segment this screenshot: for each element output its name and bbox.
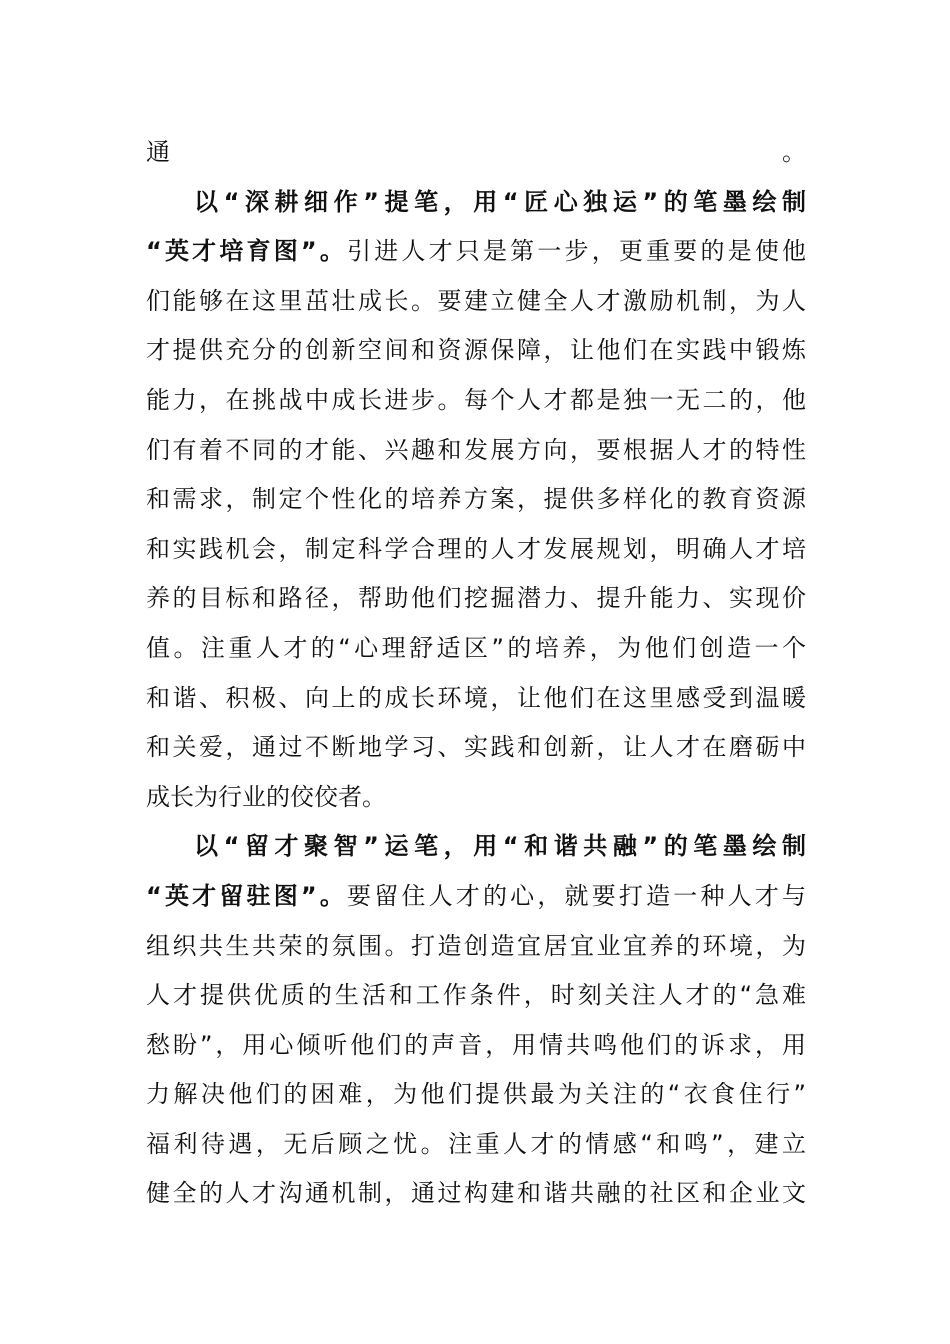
- paragraph-text: 养的目标和路径，帮助他们挖掘潜力、提升能力、实现价: [146, 584, 806, 613]
- text-line: [146, 475, 806, 525]
- text-line: [146, 674, 806, 724]
- paragraph-text: 通。: [146, 138, 806, 166]
- section-heading-text: 以“留才聚智”运笔，用“和谐共融”的笔墨绘制: [194, 832, 806, 861]
- paragraph-text: 要留住人才的心，就要打造一种人才与: [347, 881, 806, 910]
- paragraph-text: 们能够在这里茁壮成长。要建立健全人才激励机制，为人: [146, 286, 806, 315]
- paragraph-text: 和需求，制定个性化的培养方案，提供多样化的教育资源: [146, 485, 806, 514]
- text-line: [146, 1169, 806, 1219]
- text-line: [146, 376, 806, 426]
- text-line: [146, 574, 806, 624]
- paragraph-text: 力解决他们的困难，为他们提供最为关注的“衣食住行”: [146, 1080, 806, 1109]
- section-heading-text: 以“深耕细作”提笔，用“匠心独运”的笔墨绘制: [194, 187, 806, 216]
- text-line: [146, 624, 806, 674]
- text-line: [146, 723, 806, 773]
- text-line: [146, 1120, 806, 1170]
- paragraph-text: 成长为行业的佼佼者。: [146, 782, 386, 811]
- text-line: [146, 872, 806, 922]
- paragraph-text: 和关爱，通过不断地学习、实践和创新，让人才在磨砺中: [146, 733, 806, 762]
- paragraph-text: 福利待遇，无后顾之忧。注重人才的情感“和鸣”，建立: [146, 1129, 806, 1158]
- text-line: [146, 326, 806, 376]
- text-line: [146, 971, 806, 1021]
- paragraph-text: 和实践机会，制定科学合理的人才发展规划，明确人才培: [146, 534, 806, 563]
- text-line: [146, 525, 806, 575]
- section-heading-text: “英才留驻图”。: [146, 881, 348, 910]
- paragraph-text: 愁盼”，用心倾听他们的声音，用情共鸣他们的诉求，用: [146, 1030, 806, 1059]
- text-line: [146, 773, 806, 823]
- paragraph-text: 能力，在挑战中成长进步。每个人才都是独一无二的，他: [146, 385, 806, 414]
- section-heading-text: “英才培育图”。: [146, 237, 348, 266]
- text-line: [146, 426, 806, 476]
- paragraph-text: 健全的人才沟通机制，通过构建和谐共融的社区和企业文: [146, 1179, 806, 1208]
- paragraph-text: 才提供充分的创新空间和资源保障，让他们在实践中锻炼: [146, 336, 806, 365]
- paragraph-text: 和谐、积极、向上的成长环境，让他们在这里感受到温暖: [146, 683, 806, 712]
- paragraph-text: 值。注重人才的“心理舒适区”的培养，为他们创造一个: [146, 633, 806, 662]
- text-line: [146, 822, 806, 872]
- text-line: [146, 1021, 806, 1071]
- text-line: [146, 277, 806, 327]
- text-line: [146, 178, 806, 228]
- paragraph-text: 组织共生共荣的氛围。打造创造宜居宜业宜养的环境，为: [146, 931, 806, 960]
- paragraph-text: 人才提供优质的生活和工作条件，时刻关注人才的“急难: [146, 981, 806, 1010]
- text-line: [146, 1070, 806, 1120]
- paragraph-text: 引进人才只是第一步，更重要的是使他: [347, 237, 806, 266]
- text-line: [146, 227, 806, 277]
- paragraph-text: 们有着不同的才能、兴趣和发展方向，要根据人才的特性: [146, 435, 806, 464]
- text-line: [146, 922, 806, 972]
- body-text: [146, 128, 806, 1219]
- text-line: [146, 128, 806, 178]
